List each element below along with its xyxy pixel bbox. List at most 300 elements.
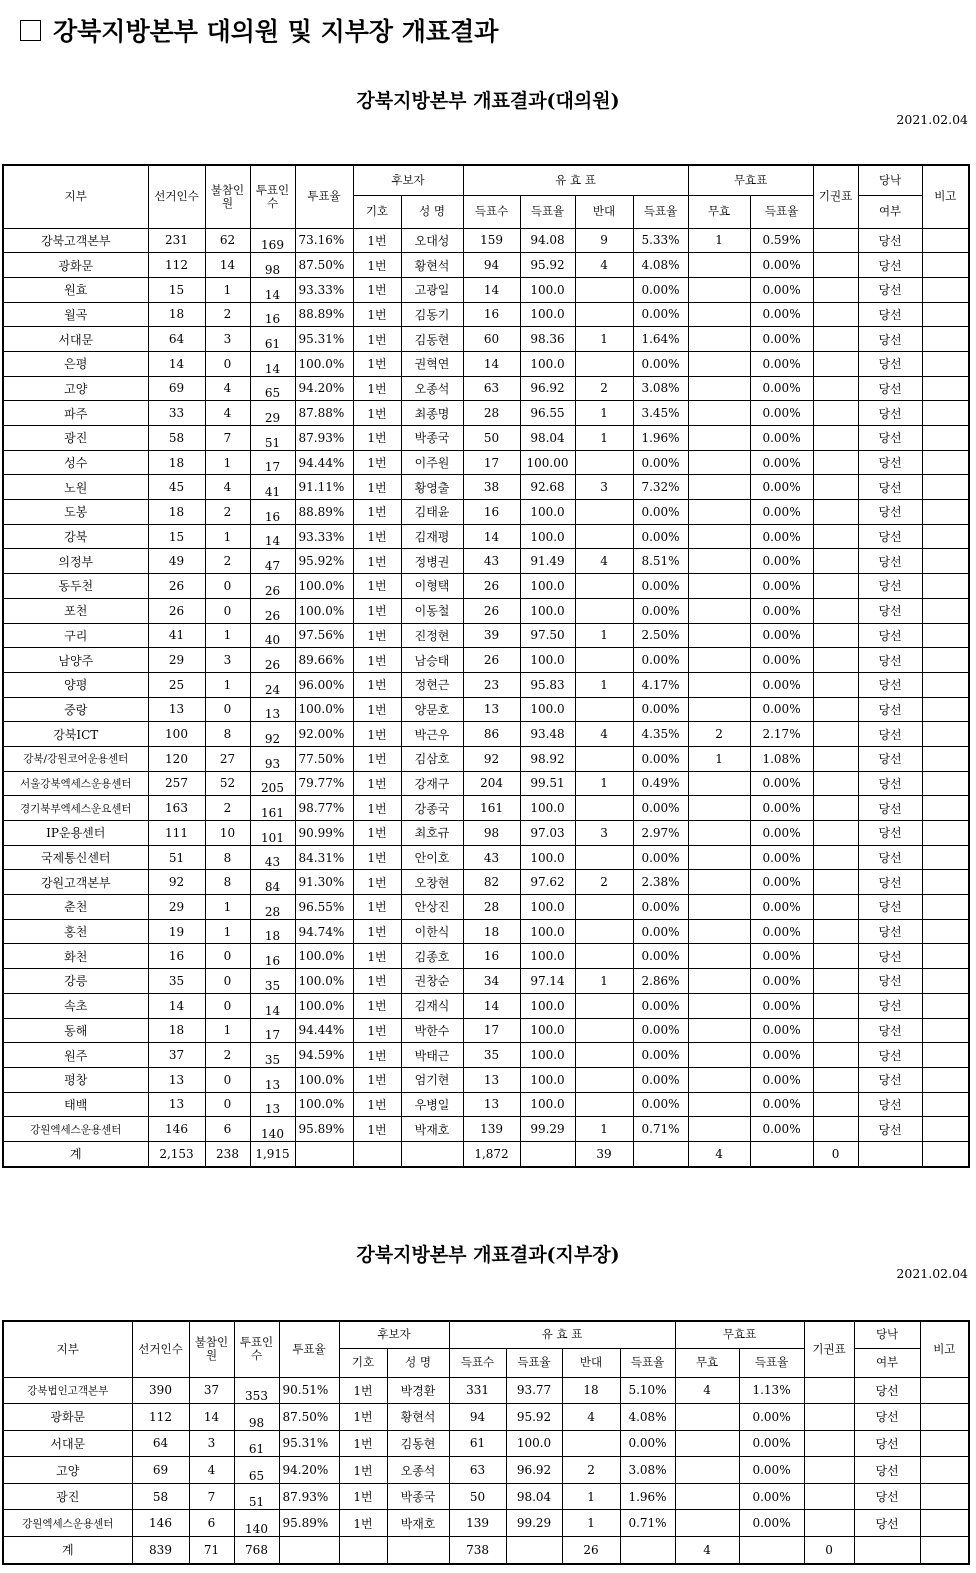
cell-vote-rate: 97.14 [520,969,575,994]
cell-against-rate: 4.08% [633,253,688,278]
cell-electorate: 390 [132,1377,189,1404]
cell-against: 4 [562,1404,620,1431]
cell-invalid-rate: 0.00% [750,648,813,673]
table-row [3,426,969,451]
cell-candidate-no: 1번 [353,426,401,451]
cell-against [575,1092,633,1117]
cell-invalid-count [688,500,750,525]
header-invalid-rate: 득표율 [739,1348,804,1377]
cell-electorate: 92 [148,870,205,895]
cell-votes: 63 [449,1457,506,1484]
cell-invalid-count [688,351,750,376]
cell-invalid-count [688,969,750,994]
cell-candidate-name: 박재호 [401,1117,463,1142]
cell-against: 2 [575,870,633,895]
cell-candidate-name: 최호규 [401,821,463,846]
header-result-top: 당낙 [854,1321,920,1348]
cell-abstain [813,1117,858,1142]
cell-votes: 23 [463,672,520,697]
table-row [3,821,969,846]
cell-abstain: 0 [813,1141,858,1166]
header-votes: 득표수 [463,195,520,228]
cell-votes: 28 [463,401,520,426]
cell-against [575,1067,633,1092]
cell-invalid-rate: 0.00% [750,919,813,944]
cell-abstain [813,574,858,599]
table-row [3,672,969,697]
cell-vote-rate: 95.92 [506,1404,562,1431]
cell-turnout: 95.31% [295,327,353,352]
cell-voters: 205 [250,771,295,796]
cell-result [854,1537,920,1564]
cell-votes: 14 [463,993,520,1018]
cell-nonparticipants: 4 [205,475,250,500]
cell-nonparticipants: 0 [205,969,250,994]
cell-result: 당선 [858,253,922,278]
cell-result: 당선 [858,1067,922,1092]
cell-invalid-count [688,475,750,500]
cell-result: 당선 [858,697,922,722]
cell-branch: 원효 [3,277,148,302]
cell-note [922,426,969,451]
cell-result: 당선 [858,549,922,574]
cell-turnout: 95.31% [279,1430,339,1457]
cell-turnout: 100.0% [295,574,353,599]
cell-branch: 남양주 [3,648,148,673]
cell-nonparticipants: 2 [205,796,250,821]
cell-note [922,524,969,549]
section1-title: 강북지방본부 개표결과(대의원) [356,90,620,112]
cell-nonparticipants: 1 [205,277,250,302]
cell-result: 당선 [858,722,922,747]
cell-invalid-count [688,376,750,401]
cell-votes: 50 [449,1483,506,1510]
cell-invalid-count [688,697,750,722]
chief-results-table [2,1320,970,1565]
section1-date: 2021.02.04 [896,112,968,127]
header-result-bottom: 여부 [858,195,922,228]
cell-against-rate: 5.33% [633,228,688,253]
cell-note [922,969,969,994]
cell-note [922,746,969,771]
cell-voters: 18 [250,919,295,944]
cell-candidate-name: 엄기현 [401,1067,463,1092]
cell-against: 1 [562,1483,620,1510]
cell-nonparticipants: 0 [205,1092,250,1117]
cell-electorate: 231 [148,228,205,253]
cell-invalid-count [688,919,750,944]
cell-result: 당선 [858,351,922,376]
cell-invalid-count [675,1510,739,1537]
cell-against-rate: 0.00% [633,450,688,475]
header-branch: 지부 [3,165,148,228]
cell-nonparticipants: 3 [205,327,250,352]
cell-turnout: 79.77% [295,771,353,796]
cell-result: 당선 [858,1043,922,1068]
checkbox-square-icon [20,20,41,41]
cell-votes: 18 [463,919,520,944]
cell-turnout: 100.0% [295,1067,353,1092]
cell-note [922,253,969,278]
cell-turnout: 100.0% [295,598,353,623]
header-electorate: 선거인수 [132,1321,189,1377]
cell-electorate: 15 [148,524,205,549]
cell-candidate-no: 1번 [353,796,401,821]
cell-nonparticipants: 52 [205,771,250,796]
cell-candidate-name: 오종석 [401,376,463,401]
header-result-top: 당낙 [858,165,922,195]
cell-branch: 계 [3,1537,132,1564]
cell-vote-rate: 98.04 [520,426,575,451]
cell-against [562,1430,620,1457]
cell-votes: 43 [463,845,520,870]
cell-against-rate: 0.00% [633,302,688,327]
cell-nonparticipants: 62 [205,228,250,253]
cell-invalid-count: 1 [688,228,750,253]
cell-result: 당선 [854,1377,920,1404]
cell-voters: 98 [234,1404,279,1431]
cell-vote-rate: 100.0 [520,1067,575,1092]
cell-nonparticipants: 1 [205,919,250,944]
cell-candidate-no: 1번 [353,870,401,895]
cell-votes: 738 [449,1537,506,1564]
cell-candidate-name: 오종석 [387,1457,449,1484]
cell-against: 18 [562,1377,620,1404]
cell-candidate-no: 1번 [353,549,401,574]
cell-against [575,648,633,673]
cell-result: 당선 [858,475,922,500]
cell-candidate-no: 1번 [353,895,401,920]
cell-note [922,1018,969,1043]
cell-electorate: 100 [148,722,205,747]
cell-candidate-no: 1번 [353,277,401,302]
cell-candidate-name: 박한수 [401,1018,463,1043]
cell-against-rate: 0.71% [620,1510,675,1537]
cell-note [922,351,969,376]
header-invalid: 무효표 [675,1321,804,1348]
cell-abstain [813,327,858,352]
cell-result: 당선 [858,672,922,697]
cell-turnout: 88.89% [295,302,353,327]
table-row [3,500,969,525]
cell-electorate: 26 [148,598,205,623]
cell-against-rate: 8.51% [633,549,688,574]
cell-note [922,895,969,920]
cell-electorate: 146 [132,1510,189,1537]
header-invalid-rate: 득표율 [750,195,813,228]
table-row [3,549,969,574]
cell-against-rate: 0.00% [633,1092,688,1117]
cell-invalid-rate: 0.00% [750,771,813,796]
cell-invalid-count [688,253,750,278]
cell-nonparticipants: 14 [205,253,250,278]
cell-branch: 강원엑세스운용센터 [3,1117,148,1142]
cell-branch: 구리 [3,623,148,648]
cell-invalid-rate: 0.00% [750,500,813,525]
cell-votes: 16 [463,944,520,969]
cell-note [920,1483,969,1510]
cell-electorate: 69 [148,376,205,401]
cell-invalid-rate: 0.00% [750,845,813,870]
cell-invalid-count: 4 [675,1377,739,1404]
cell-voters: 41 [250,475,295,500]
cell-branch: 강원고객본부 [3,870,148,895]
header-abstain: 기권표 [804,1321,854,1377]
page-title-text: 강북지방본부 대의원 및 지부장 개표결과 [53,17,499,46]
cell-voters: 26 [250,598,295,623]
cell-voters: 65 [250,376,295,401]
table-row [3,1067,969,1092]
cell-against-rate: 0.00% [633,1067,688,1092]
cell-turnout: 93.33% [295,524,353,549]
cell-candidate-name: 안이호 [401,845,463,870]
cell-electorate: 14 [148,351,205,376]
cell-nonparticipants: 37 [189,1377,234,1404]
cell-against-rate: 0.00% [633,895,688,920]
cell-nonparticipants: 2 [205,1043,250,1068]
cell-vote-rate: 100.0 [520,524,575,549]
cell-invalid-count [688,450,750,475]
cell-candidate-no: 1번 [353,302,401,327]
cell-result: 당선 [858,376,922,401]
cell-candidate-name: 박종국 [387,1483,449,1510]
cell-result: 당선 [858,870,922,895]
cell-result: 당선 [858,277,922,302]
cell-invalid-rate: 0.00% [750,1043,813,1068]
cell-candidate-name: 이동철 [401,598,463,623]
cell-vote-rate: 97.03 [520,821,575,846]
cell-vote-rate: 95.83 [520,672,575,697]
cell-against: 9 [575,228,633,253]
cell-against-rate: 4.35% [633,722,688,747]
header-turnout: 투표율 [279,1321,339,1377]
cell-electorate: 64 [148,327,205,352]
cell-abstain [813,969,858,994]
cell-branch: 화천 [3,944,148,969]
cell-votes: 98 [463,821,520,846]
cell-electorate: 257 [148,771,205,796]
cell-against [575,450,633,475]
table-row [3,845,969,870]
table-row [3,524,969,549]
cell-vote-rate: 100.0 [520,351,575,376]
cell-voters: 14 [250,993,295,1018]
cell-electorate: 26 [148,574,205,599]
cell-invalid-rate: 0.00% [750,796,813,821]
cell-candidate-name: 김종호 [401,944,463,969]
cell-against-rate: 1.96% [620,1483,675,1510]
header-voters: 투표인수 [250,165,295,228]
cell-abstain [813,722,858,747]
cell-result: 당선 [858,771,922,796]
cell-turnout [295,1141,353,1166]
table-row [3,401,969,426]
table-row [3,1457,969,1484]
cell-invalid-rate: 0.00% [750,821,813,846]
cell-turnout: 88.89% [295,500,353,525]
header-nonparticipants: 불참인원 [205,165,250,228]
cell-note [922,1067,969,1092]
cell-note [920,1377,969,1404]
cell-against-rate: 4.08% [620,1404,675,1431]
cell-vote-rate: 99.51 [520,771,575,796]
cell-result: 당선 [858,524,922,549]
cell-branch: 경기북부엑세스운요센터 [3,796,148,821]
cell-voters: 24 [250,672,295,697]
cell-against-rate: 2.86% [633,969,688,994]
cell-abstain [813,771,858,796]
cell-invalid-count [688,796,750,821]
table-row [3,1483,969,1510]
cell-votes: 26 [463,574,520,599]
cell-against-rate [633,1141,688,1166]
cell-result: 당선 [858,598,922,623]
table-row [3,1043,969,1068]
cell-result [858,1141,922,1166]
cell-invalid-rate: 0.00% [739,1483,804,1510]
cell-electorate: 163 [148,796,205,821]
table-row [3,1092,969,1117]
cell-vote-rate [506,1537,562,1564]
cell-against: 1 [575,401,633,426]
cell-nonparticipants: 4 [189,1457,234,1484]
cell-against-rate: 0.00% [633,574,688,599]
cell-candidate-name: 김태윤 [401,500,463,525]
cell-candidate-no: 1번 [353,450,401,475]
cell-against-rate: 2.38% [633,870,688,895]
cell-turnout: 95.92% [295,549,353,574]
cell-note [922,500,969,525]
cell-note [920,1510,969,1537]
cell-turnout: 93.33% [295,277,353,302]
cell-invalid-count [688,944,750,969]
cell-note [922,993,969,1018]
cell-result: 당선 [858,1092,922,1117]
cell-note [922,376,969,401]
cell-voters: 84 [250,870,295,895]
cell-invalid-count [688,1018,750,1043]
cell-votes: 16 [463,302,520,327]
cell-against-rate: 0.00% [633,746,688,771]
cell-nonparticipants: 1 [205,672,250,697]
cell-nonparticipants: 4 [205,401,250,426]
cell-electorate: 111 [148,821,205,846]
cell-turnout: 91.11% [295,475,353,500]
cell-nonparticipants: 2 [205,549,250,574]
cell-against [575,574,633,599]
cell-against-rate [620,1537,675,1564]
cell-note [922,648,969,673]
header-invalid: 무효표 [688,165,813,195]
cell-votes: 38 [463,475,520,500]
cell-candidate-no: 1번 [353,253,401,278]
cell-candidate-no: 1번 [353,1092,401,1117]
cell-candidate-name: 오창현 [401,870,463,895]
cell-invalid-rate: 0.00% [750,895,813,920]
cell-vote-rate: 100.0 [520,302,575,327]
cell-invalid-rate: 0.00% [750,1092,813,1117]
cell-nonparticipants: 1 [205,450,250,475]
cell-invalid-count: 4 [675,1537,739,1564]
cell-branch: 의정부 [3,549,148,574]
table-row [3,376,969,401]
table-row [3,919,969,944]
cell-turnout: 94.59% [295,1043,353,1068]
cell-against: 1 [575,327,633,352]
cell-vote-rate: 100.0 [520,500,575,525]
cell-voters: 28 [250,895,295,920]
cell-vote-rate: 93.48 [520,722,575,747]
cell-electorate: 69 [132,1457,189,1484]
table-row [3,228,969,253]
cell-nonparticipants: 3 [189,1430,234,1457]
cell-votes: 1,872 [463,1141,520,1166]
cell-against: 4 [575,253,633,278]
cell-abstain [813,426,858,451]
cell-candidate-name: 김동기 [401,302,463,327]
cell-invalid-count [688,524,750,549]
cell-turnout: 100.0% [295,697,353,722]
cell-votes: 86 [463,722,520,747]
cell-result: 당선 [858,648,922,673]
cell-turnout: 73.16% [295,228,353,253]
header-valid: 유 효 표 [449,1321,675,1348]
cell-against [575,746,633,771]
cell-note [922,771,969,796]
cell-candidate-name: 박경환 [387,1377,449,1404]
cell-candidate-no: 1번 [353,919,401,944]
cell-vote-rate: 98.36 [520,327,575,352]
cell-invalid-rate: 0.00% [739,1510,804,1537]
header-note: 비고 [922,165,969,228]
cell-branch: 강북고객본부 [3,228,148,253]
cell-result: 당선 [858,500,922,525]
cell-turnout: 90.99% [295,821,353,846]
table-row [3,623,969,648]
cell-electorate: 45 [148,475,205,500]
cell-note [922,1117,969,1142]
cell-vote-rate: 96.92 [506,1457,562,1484]
cell-candidate-name: 김재식 [401,993,463,1018]
cell-candidate-no: 1번 [353,1117,401,1142]
cell-votes: 92 [463,746,520,771]
cell-invalid-rate: 0.00% [750,1067,813,1092]
cell-against-rate: 4.17% [633,672,688,697]
cell-invalid-count [688,1067,750,1092]
cell-abstain [813,475,858,500]
cell-candidate-name: 고광일 [401,277,463,302]
cell-invalid-count [688,993,750,1018]
cell-branch: 강북 [3,524,148,549]
cell-vote-rate: 100.0 [520,648,575,673]
cell-branch: 광화문 [3,253,148,278]
cell-against [575,993,633,1018]
cell-electorate: 13 [148,697,205,722]
cell-candidate-no: 1번 [353,1067,401,1092]
cell-turnout: 94.44% [295,450,353,475]
cell-votes: 13 [463,1067,520,1092]
cell-against-rate: 0.71% [633,1117,688,1142]
total-row [3,1141,969,1166]
cell-branch: 동해 [3,1018,148,1043]
cell-branch: 광화문 [3,1404,132,1431]
cell-turnout: 84.31% [295,845,353,870]
cell-abstain [804,1457,854,1484]
cell-invalid-count [688,672,750,697]
cell-note [920,1457,969,1484]
cell-voters: 47 [250,549,295,574]
cell-candidate-name: 박태근 [401,1043,463,1068]
